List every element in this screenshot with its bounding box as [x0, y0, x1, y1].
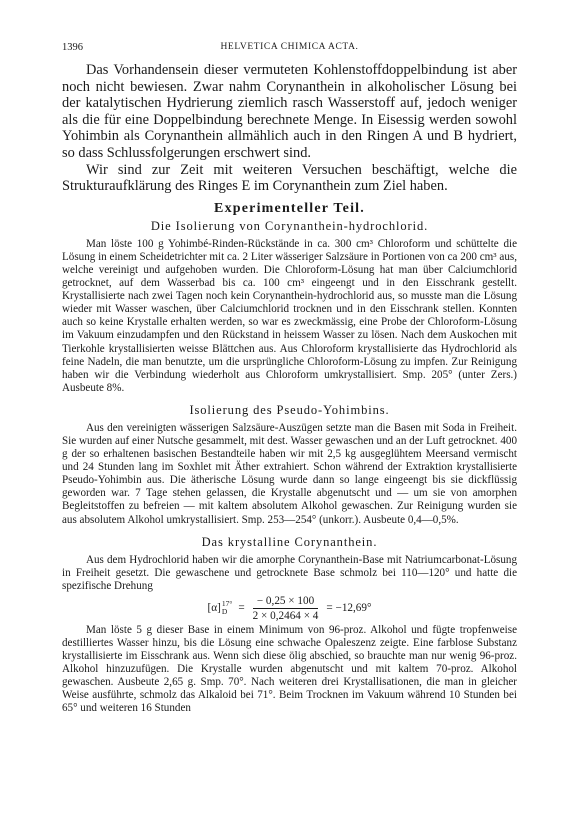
formula-equals: = — [238, 602, 245, 615]
formula-symbol — [208, 600, 233, 616]
subsection-title-1: Die Isolierung von Corynanthein-hydrochlorid. — [150, 218, 429, 233]
subsection-paragraph-1: Man löste 100 g Yohimbé-Rinden-Rückstände in ca. 300 cm³ Chloroform und schüttelte die Lösung in einem Scheidetrichter mit ca. 2 Liter wässeriger Salzsäure in Portionen von ca 200 cm³ aus, welche vereinigt und aufgehoben wurden. Die Chloroform-Lösung hat man über Calciumchlorid getrocknet, auf dem Wasserbad bis ca. 100 cm³ eingeengt und in den Eisschrank gestellt. Krystallisierte nach zwei Tagen noch kein Corynanthein-hydrochlorid aus, so musste man die Lösung wieder mit Wasser waschen, über Calciumchlorid trocknen und in den Eisschrank stellen. Konnten auch so keine Krystalle erhalten werden, so war es zweckmässig, eine Probe der Chloroform-Lösung im Vakuum einzudampfen und den Rückstand in heissem Wasser zu lösen. Nach dem Auskochen mit Tierkohle krystallisierten weisse Blättchen aus. Aus Chloroform krystallisierte das Hydrochlorid als feine Nadeln, die man benutzte, um die ursprüngliche Chloroform-Lösung zu impfen. Zur Reinigung haben wir die Verbindung wiederholt aus Chloroform umkrystallisiert. Smp. 205° (unter Zers.) Ausbeute 8%. — [62, 237, 517, 394]
formula-superscript: 17° — [221, 599, 233, 609]
final-paragraph: Man löste 5 g dieser Base in einem Minimum von 96-proz. Alkohol und fügte tropfenweise destilliertes Wasser hinzu, bis die Lösung eine schwache Opaleszenz zeigte. Eine farblose Substanz krystallisierte im Eisschrank aus. Wenn sich diese ölig abschied, so brauchte man nur wenig 96-proz. Alkohol hinzuzufügen. Die Krystalle wurden abgenutscht und mit kaltem 70-proz. Alkohol gewaschen. Ausbeute 2,65 g. Smp. 70°. Nach weiteren drei Krystallisationen, die man in gleicher Weise ausführte, schmolz das Alkaloid bei 71°. Beim Trocknen im Vakuum während 10 Stunden bei 65° und weiteren 16 Stunden — [62, 623, 517, 715]
journal-title: HELVETICA CHIMICA ACTA. — [220, 42, 359, 52]
formula-numerator: − 0,25 × 100 — [253, 595, 318, 609]
subsection-paragraph-3: Aus dem Hydrochlorid haben wir die amorphe Corynanthein-Base mit Natriumcarbonat-Lösung in Freiheit gesetzt. Die gewaschene und getrocknete Base schmolz bei 110—120° und hatte die spezifische Drehung — [62, 553, 517, 592]
intro-text — [62, 62, 517, 195]
formula-subscript: D — [221, 607, 228, 617]
subsection-title-2: Isolierung des Pseudo-Yohimbins. — [189, 402, 390, 417]
formula-denominator: 2 × 0,2464 × 4 — [252, 609, 319, 622]
page-number: 1396 — [62, 42, 83, 53]
formula-result: = −12,69° — [326, 602, 372, 615]
intro-paragraph-2: Wir sind zur Zeit mit weiteren Versuchen beschäftigt, welche die Strukturaufklärung des Ringes E im Corynanthein zum Ziel haben. — [62, 161, 517, 195]
section-heading: Experimenteller Teil. — [214, 200, 365, 216]
paper-page — [62, 42, 517, 716]
formula-fraction — [249, 595, 323, 622]
running-header — [62, 42, 517, 62]
rotation-formula — [62, 595, 517, 622]
formula-alpha: [α] — [207, 602, 221, 615]
intro-paragraph-1: Das Vorhandensein dieser vermuteten Kohlenstoffdoppelbindung ist aber noch nicht bewiesen. Zwar nahm Corynanthein in alkoholischer Lösung bei der katalytischen Hydrierung ziemlich rasch Wasserstoff auf, jedoch weniger als die für eine Doppelbindung berechnete Menge. In Eisessig werden sowohl Yohimbin als Corynanthein allmählich auch in den Ringen A und B hydriert, so dass Schlussfolgerungen erschwert sind. — [62, 62, 517, 161]
section-body — [62, 219, 517, 716]
final-text — [62, 624, 517, 716]
subsection-title-3: Das krystalline Corynanthein. — [201, 534, 378, 549]
subsection-paragraph-2: Aus den vereinigten wässerigen Salzsäure-Auszügen setzte man die Basen mit Soda in Freiheit. Sie wurden auf einer Nutsche gesammelt, mit dest. Wasser gewaschen und an der Luft getrocknet. 400 g der so erhaltenen basischen Bestandteile haben wir mit 2,5 kg ausgeglühtem Meersand vermischt und 24 Stunden lang im Soxhlet mit Äther extrahiert. Schon während der Extraktion krystallisierte Pseudo-Yohimbin aus. Die ätherische Lösung wurde dann so lange eingeengt bis sie dickflüssig geworden war. 7 Tage stehen gelassen, die Krystalle abgenutscht und — um sie von amorphen Begleitstoffen zu befreien — mit kaltem absolutem Alkohol gewaschen. Zur Reinigung wurden sie aus absolutem Alkohol umkrystallisiert. Smp. 253—254° (unkorr.). Ausbeute 0,4—0,5%. — [62, 421, 517, 526]
